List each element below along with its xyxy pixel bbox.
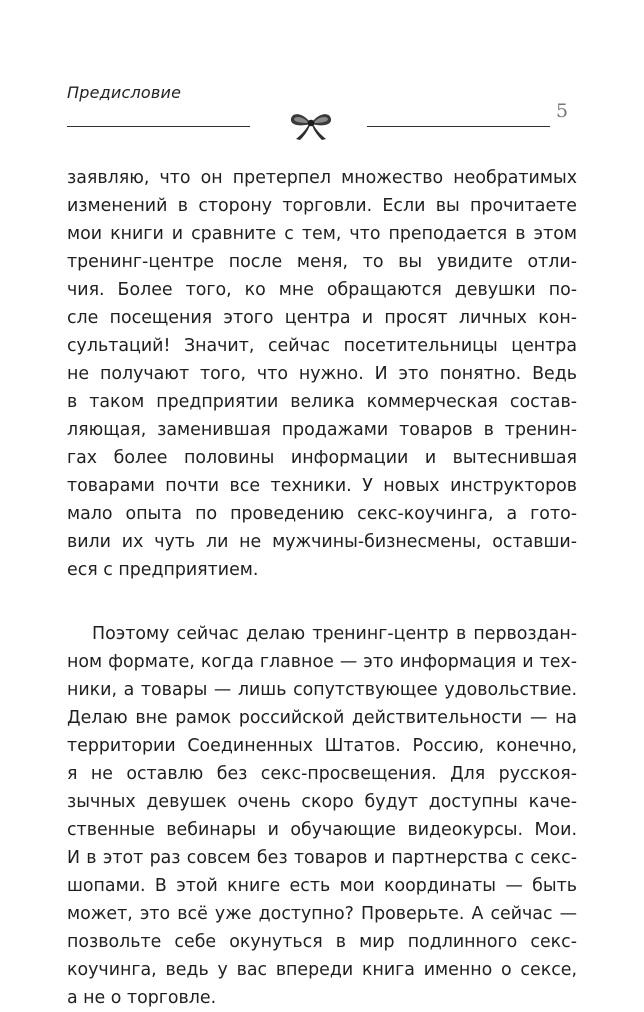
text-line: еся с предприятием. (67, 560, 259, 580)
text-line: я не оставлю без секс-просвещения. Для русскоя- (67, 764, 577, 784)
header-rule-right (367, 126, 550, 127)
text-line: вили их чуть ли не мужчины-бизнесмены, оставши- (67, 532, 577, 552)
text-line: ники, а товары — лишь сопутствующее удовольствие. (67, 680, 577, 700)
page-header (0, 0, 644, 150)
text-line: тренинг-центре после меня, то вы увидите отли- (67, 252, 577, 272)
body-text (67, 164, 577, 1012)
paragraph-2 (67, 620, 577, 1012)
text-line: зычных девушек очень скоро будут доступны каче- (67, 792, 577, 812)
text-line: сультаций! Значит, сейчас посетительницы центра (67, 336, 577, 356)
text-line: в таком предприятии велика коммерческая состав- (67, 392, 577, 412)
text-line: ном формате, когда главное — это информация и тех- (67, 652, 577, 672)
text-line: не получают того, что нужно. И это понятно. Ведь (67, 364, 577, 384)
text-line: мои книги и сравните с тем, что преподается в этом (67, 224, 577, 244)
text-line: изменений в сторону торговли. Если вы прочитаете (67, 196, 577, 216)
text-line: может, это всё уже доступно? Проверьте. А сейчас — (67, 904, 577, 924)
text-line: позвольте себе окунуться в мир подлинного секс- (67, 932, 577, 952)
text-line: а не о торговле. (67, 988, 217, 1008)
page-number: 5 (556, 100, 569, 122)
header-rule-left (67, 126, 250, 127)
text-line: Поэтому сейчас делаю тренинг-центр в первоздан- (92, 624, 577, 644)
text-line: И в этот раз совсем без товаров и партнерства с секс- (67, 848, 577, 868)
paragraph-1 (67, 164, 577, 584)
text-line: ляющая, заменившая продажами товаров в тренин- (67, 420, 577, 440)
text-line: ственные вебинары и обучающие видеокурсы. Мои. (67, 820, 577, 840)
text-line: сле посещения этого центра и просят личных кон- (67, 308, 577, 328)
text-line: заявляю, что он претерпел множество необратимых (67, 168, 577, 188)
bow-icon (286, 106, 336, 142)
text-line: мало опыта по проведению секс-коучинга, а гото- (67, 504, 577, 524)
text-line: Делаю вне рамок российской действительности — на (67, 708, 577, 728)
section-title: Предисловие (67, 83, 182, 102)
text-line: коучинга, ведь у вас впереди книга именно о сексе, (67, 960, 577, 980)
text-line: гах более половины информации и вытеснившая (67, 448, 577, 468)
text-line: территории Соединенных Штатов. Россию, конечно, (67, 736, 577, 756)
text-line: чия. Более того, ко мне обращаются девушки по- (67, 280, 577, 300)
text-line: товарами почти все техники. У новых инструкторов (67, 476, 577, 496)
text-line: шопами. В этой книге есть мои координаты — быть (67, 876, 577, 896)
paragraph-gap (67, 584, 577, 620)
